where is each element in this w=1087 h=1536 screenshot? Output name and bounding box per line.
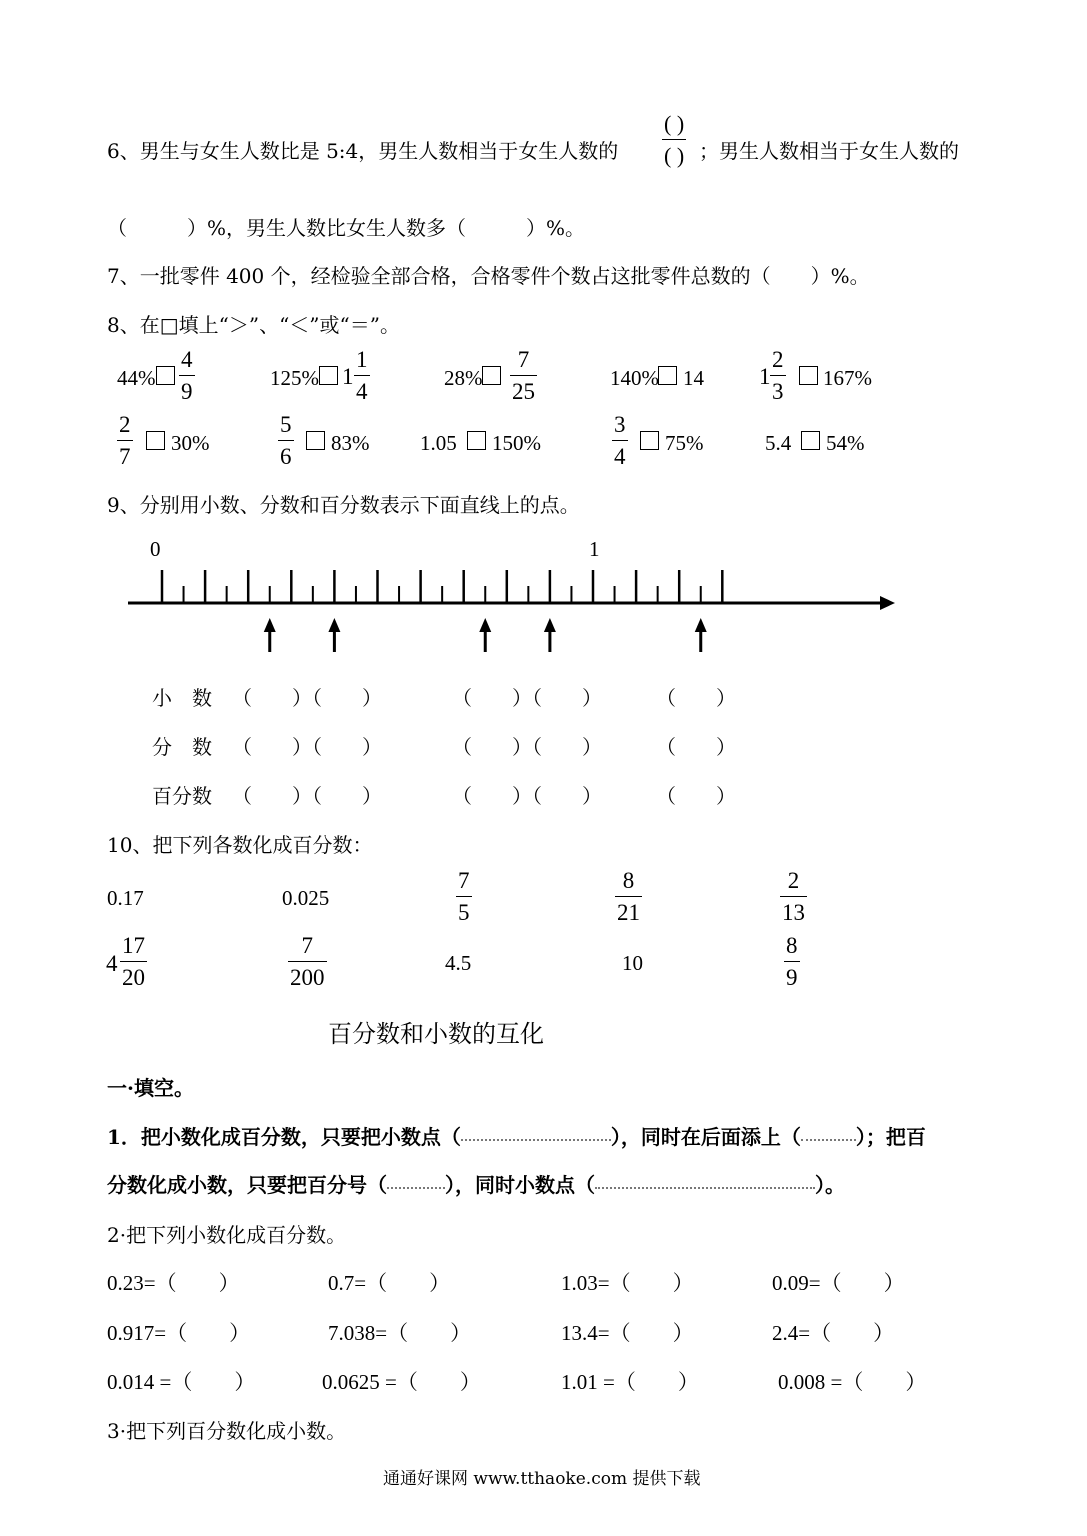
fraction-numerator: 2 — [787, 868, 800, 893]
fraction-numerator: 8 — [622, 868, 635, 893]
blank-dotted[interactable] — [461, 1139, 611, 1141]
s1-text: ），同时在后面添上（ — [610, 1125, 801, 1149]
s2-item[interactable]: 0.014 =（ ） — [107, 1370, 256, 1394]
fraction-denominator: 4 — [356, 379, 368, 404]
blank-dotted[interactable] — [801, 1139, 856, 1141]
q8-r1-c1-left: 44% — [117, 366, 156, 390]
s1-text: ），同时小数点（ — [445, 1173, 595, 1197]
q8-r2-c3-left: 1.05 — [420, 431, 457, 455]
q8-r2-c1-fraction — [117, 413, 133, 469]
part-one-title: 一·填空。 — [107, 1076, 194, 1100]
compare-box[interactable] — [319, 366, 338, 385]
fraction-numerator: ( ) — [664, 111, 685, 136]
s1-text: ）；把百 — [855, 1125, 926, 1149]
fraction-bar — [770, 375, 786, 376]
up-arrow-icon — [479, 618, 491, 652]
fraction-bar — [662, 139, 686, 140]
fraction-denominator: 9 — [786, 965, 798, 990]
q9-row-label-percent: 百分数 — [152, 784, 212, 808]
q9-answer-pair[interactable]: （ ）（ ） — [452, 686, 602, 710]
s2-item[interactable]: 0.23=（ ） — [107, 1271, 240, 1295]
fraction-denominator: 21 — [617, 900, 640, 925]
fraction-denominator: 25 — [512, 379, 535, 404]
q10-mixed-whole: 4 — [106, 951, 118, 976]
fraction-numerator: 2 — [772, 347, 784, 372]
blank-dotted[interactable] — [387, 1187, 445, 1189]
q10-item: 10 — [622, 951, 643, 975]
s2-item[interactable]: 7.038=（ ） — [328, 1321, 472, 1345]
q10-item: 0.025 — [282, 886, 330, 910]
up-arrow-icon — [328, 618, 340, 652]
q10-fraction — [780, 869, 807, 925]
fraction-bar — [120, 961, 147, 962]
fraction-numerator: 17 — [122, 933, 145, 958]
q8-r1-c3-left: 28% — [444, 366, 483, 390]
fraction-bar — [456, 896, 472, 897]
q6-text-line2: （ ）%，男生人数比女生人数多（ ）%。 — [107, 216, 586, 240]
q8-r2-c3-right: 150% — [492, 431, 541, 455]
fraction-bar — [278, 440, 294, 441]
number-line-arrows — [264, 618, 707, 652]
q9-answer-pair[interactable]: （ ）（ ） — [452, 784, 602, 808]
s2-item[interactable]: 2.4=（ ） — [772, 1321, 895, 1345]
q8-r2-c1-right: 30% — [171, 431, 210, 455]
q8-r1-c4-right: 14 — [683, 366, 704, 390]
q10-fraction — [456, 869, 472, 925]
fraction-numerator: 7 — [517, 347, 530, 372]
fraction-numerator: 4 — [181, 347, 193, 372]
q8-r1-c2-fraction — [354, 348, 370, 404]
q9-answer-single[interactable]: （ ） — [656, 686, 736, 710]
q9-answer-pair[interactable]: （ ）（ ） — [232, 735, 382, 759]
fraction-bar — [615, 896, 642, 897]
s1-text: ）。 — [815, 1173, 845, 1197]
q10-fraction — [615, 869, 642, 925]
compare-box[interactable] — [482, 366, 501, 385]
q9-answer-pair[interactable]: （ ）（ ） — [452, 735, 602, 759]
q9-row-label-decimal: 小 数 — [152, 686, 212, 710]
q9-answer-pair[interactable]: （ ）（ ） — [232, 686, 382, 710]
fraction-numerator: 7 — [301, 933, 313, 958]
fraction-numerator: 1 — [356, 347, 368, 372]
q8-r2-c4-fraction — [612, 413, 628, 469]
fraction-numerator: 8 — [786, 933, 798, 958]
q8-r2-c2-fraction — [278, 413, 294, 469]
fraction-numerator: 7 — [458, 868, 470, 893]
fraction-denominator: 20 — [122, 965, 145, 990]
q8-r1-c1-fraction — [179, 348, 195, 404]
q8-r2-c4-right: 75% — [665, 431, 704, 455]
number-line-ticks — [162, 570, 722, 603]
fraction-bar — [784, 961, 800, 962]
fraction-denominator: 200 — [290, 965, 325, 990]
compare-box[interactable] — [799, 366, 818, 385]
fraction-bar — [117, 440, 133, 441]
q8-r2-c5-left: 5.4 — [765, 431, 792, 455]
compare-box[interactable] — [467, 431, 486, 450]
fraction-bar — [354, 375, 370, 376]
s2-item[interactable]: 13.4=（ ） — [561, 1321, 694, 1345]
s2-item[interactable]: 1.03=（ ） — [561, 1271, 694, 1295]
q9-answer-single[interactable]: （ ） — [656, 735, 736, 759]
q6-blank-fraction[interactable] — [662, 112, 686, 168]
q8-r1-c5-fraction — [770, 348, 786, 404]
fraction-denominator: 7 — [119, 444, 131, 469]
compare-box[interactable] — [146, 431, 165, 450]
q10-item: 0.17 — [107, 886, 144, 910]
s2-item[interactable]: 0.09=（ ） — [772, 1271, 905, 1295]
compare-box[interactable] — [640, 431, 659, 450]
number-line — [0, 560, 1087, 660]
q6-text-part1: 6、男生与女生人数比是 5:4，男生人数相当于女生人数的 — [107, 139, 619, 163]
q8-r2-c2-right: 83% — [331, 431, 370, 455]
q10-item: 4.5 — [445, 951, 472, 975]
blank-dotted[interactable] — [595, 1187, 815, 1189]
q6-text-part2: ；男生人数相当于女生人数的 — [699, 139, 959, 163]
fraction-bar — [179, 375, 195, 376]
arrow-right-icon — [880, 596, 895, 610]
fraction-bar — [612, 440, 628, 441]
q8-r1-c5-right: 167% — [823, 366, 872, 390]
q9-answer-single[interactable]: （ ） — [656, 784, 736, 808]
fraction-denominator: 13 — [782, 900, 805, 925]
fraction-numerator: 2 — [119, 412, 131, 437]
s1-line2 — [107, 1169, 845, 1198]
fraction-bar — [780, 896, 807, 897]
q8-r1-c2-left: 125% — [270, 366, 319, 390]
fraction-numerator: 5 — [280, 412, 292, 437]
s3-title: 3·把下列百分数化成小数。 — [107, 1419, 347, 1443]
compare-box[interactable] — [658, 366, 677, 385]
s2-item[interactable]: 0.008 =（ ） — [778, 1370, 927, 1394]
fraction-denominator: 3 — [772, 379, 784, 404]
q8-r1-c3-fraction — [510, 348, 537, 404]
s2-item[interactable]: 0.917=（ ） — [107, 1321, 251, 1345]
s2-item[interactable]: 0.0625 =（ ） — [322, 1370, 481, 1394]
q8-r1-c5-whole: 1 — [759, 364, 771, 389]
up-arrow-icon — [544, 618, 556, 652]
fraction-bar — [288, 961, 327, 962]
fraction-denominator: 4 — [614, 444, 626, 469]
up-arrow-icon — [695, 618, 707, 652]
compare-box[interactable] — [801, 431, 820, 450]
fraction-numerator: 3 — [614, 412, 626, 437]
section-title: 百分数和小数的互化 — [328, 1020, 544, 1048]
q9-title: 9、分别用小数、分数和百分数表示下面直线上的点。 — [107, 493, 580, 517]
number-line-label-one: 1 — [589, 537, 600, 561]
q7-text: 7、一批零件 400 个，经检验全部合格，合格零件个数占这批零件总数的（ ）%。 — [107, 264, 870, 288]
q8-title: 8、在□填上“＞”、“＜”或“＝”。 — [107, 313, 400, 337]
up-arrow-icon — [264, 618, 276, 652]
s2-item[interactable]: 1.01 =（ ） — [561, 1370, 699, 1394]
q10-fraction — [784, 934, 800, 990]
s2-title: 2·把下列小数化成百分数。 — [107, 1223, 347, 1247]
s1-text: 分数化成小数，只要把百分号（ — [107, 1173, 387, 1197]
q8-r1-c4-left: 140% — [610, 366, 659, 390]
fraction-denominator: 5 — [458, 900, 470, 925]
s1-line1 — [107, 1121, 926, 1150]
fraction-denominator: 6 — [280, 444, 292, 469]
fraction-denominator: 9 — [181, 379, 193, 404]
fraction-denominator: ( ) — [664, 143, 685, 168]
q9-answer-pair[interactable]: （ ）（ ） — [232, 784, 382, 808]
fraction-bar — [510, 375, 537, 376]
number-line-label-zero: 0 — [150, 537, 161, 561]
compare-box[interactable] — [306, 431, 325, 450]
q10-fraction — [288, 934, 327, 990]
s1-text: 1．把小数化成百分数，只要把小数点（ — [107, 1125, 461, 1149]
s2-item[interactable]: 0.7=（ ） — [328, 1271, 451, 1295]
q10-title: 10、把下列各数化成百分数： — [107, 833, 373, 857]
q8-r2-c5-right: 54% — [826, 431, 865, 455]
q9-row-label-fraction: 分 数 — [152, 735, 212, 759]
q10-fraction — [120, 934, 147, 990]
compare-box[interactable] — [156, 366, 175, 385]
footer-text: 通通好课网 www.tthaoke.com 提供下载 — [383, 1469, 701, 1489]
q8-r1-c2-whole: 1 — [342, 364, 354, 389]
